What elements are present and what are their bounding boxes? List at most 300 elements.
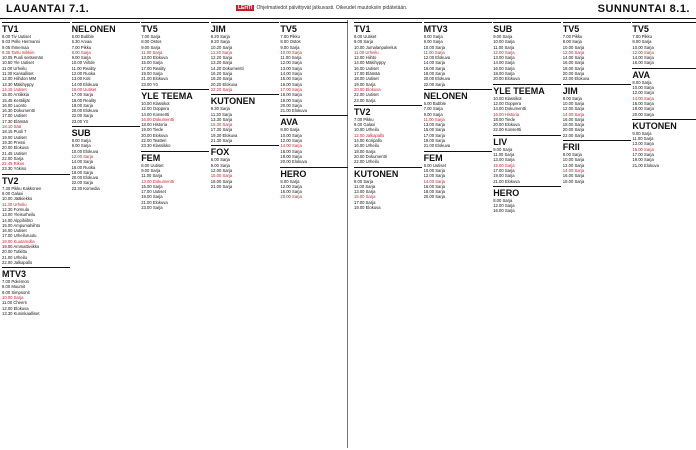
listing-column [493, 20, 561, 448]
program-line: 15.00 Antiikkia [2, 92, 30, 98]
program-line: 13.00 Sarja [354, 189, 376, 195]
program-line: 19.00 Elokuva [354, 205, 381, 211]
channel-heading: MTV3 [2, 267, 70, 279]
listing-column [354, 20, 422, 448]
program-line: 10.20 Sarja [210, 44, 233, 50]
channel-heading: LIV [493, 135, 561, 147]
program-line: 21.00 Elokuva [632, 162, 659, 168]
program-line: 12.00 Sarja [71, 153, 94, 159]
program-line: 9.20 Sarja [210, 39, 230, 45]
program-line: 19.00 Sarja [423, 138, 446, 144]
program-line: 23.00 Yö [141, 81, 158, 87]
program-line: 16.00 Sarja [562, 173, 585, 179]
program-line: 19.00 Uutiset [2, 134, 27, 140]
program-line: 21.00 Elokuva [493, 178, 520, 184]
program-line: 13.30 Mäkihyppy [2, 81, 34, 87]
program-line: 8.03 Pelle Hermanni [2, 39, 40, 45]
program-line: 13.00 Sarja [423, 122, 446, 128]
program-line: 14.00 Sarja [632, 95, 654, 101]
program-line: 18.00 Kuutamolla [2, 238, 35, 244]
program-line: 15.00 Sarja [210, 173, 233, 179]
promo-badge: LEHTI [238, 5, 253, 11]
program-line: 8.00 Ostos [280, 39, 301, 45]
program-line: 22.20 Sarja [210, 86, 233, 92]
program-line: 9.00 Sarja [493, 146, 513, 152]
program-line: 8.00 Uutiset [141, 162, 164, 168]
program-line: 14.00 Sarja [562, 111, 585, 117]
program-line: 20.00 Elokuva [280, 159, 307, 165]
program-line: 17.00 Urheiluruutu [2, 233, 37, 239]
program-line: 17.00 Uutiset [141, 189, 166, 195]
program-line: 9.00 Sarja [354, 39, 374, 45]
program-line: 20.00 Elokuva [2, 145, 29, 151]
program-line: 20.00 Elokuva [141, 132, 168, 138]
program-line: 17.00 Sarja [423, 132, 446, 138]
program-line: 8.00 Sarja [562, 39, 582, 45]
program-line: 20.00 Elokuva [493, 76, 520, 82]
program-line: 6.00 Sarja [210, 157, 230, 163]
program-line: 16.00 Sarja [493, 208, 515, 214]
program-line: 12.00 Sarja [280, 138, 302, 144]
program-line: 20.00 Elokuva [354, 86, 381, 92]
program-line: 15.00 Sarja [354, 194, 376, 200]
program-line: 14.00 Alppihiihto [2, 217, 33, 223]
program-line: 12.00 Hiihdon MM [2, 76, 36, 82]
program-line: 9.00 Sarja [632, 130, 652, 136]
program-line: 18.00 Sarja [423, 189, 446, 195]
listing-column [2, 20, 70, 448]
program-line: 17.00 Sarja [354, 199, 376, 205]
program-line: 14.00 Mäkihyppy [354, 60, 386, 66]
program-line: 15.00 Ampumahiihto [2, 222, 41, 228]
program-line: 12.00 Sarja [562, 106, 585, 112]
program-line: 22.00 Teatteri [141, 138, 167, 144]
program-line: 18.00 Sarja [632, 106, 654, 112]
program-line: 9.00 Sarja [141, 167, 161, 173]
program-line: 14.00 Sarja [280, 71, 302, 77]
channel-heading: MTV3 [424, 22, 492, 34]
program-line: 21.00 Elokuva [423, 143, 451, 149]
listing-column [141, 20, 209, 448]
channel-heading: TV5 [280, 22, 348, 34]
program-line: 23.00 Sarja [141, 205, 163, 211]
program-line: 18.00 Sarja [423, 71, 446, 77]
program-line: 21.00 Urheilu [2, 254, 27, 260]
program-line: 20.20 Elokuva [210, 81, 238, 87]
program-line: 12.00 Ooppera [493, 100, 522, 106]
program-line: 22.00 Jalkapallo [2, 259, 33, 265]
program-line: 19.00 Sarja [354, 81, 376, 87]
program-line: 19.00 Sarja [632, 157, 654, 163]
program-line: 20.00 Dokumentti [354, 153, 387, 159]
program-line: 10.00 Jääkiekko [2, 196, 33, 202]
program-line: 22.00 Elokuva [562, 76, 590, 82]
program-line: 20.00 Elokuva [423, 76, 451, 82]
program-line: 15.00 Sarja [141, 60, 163, 66]
program-line: 10.05 Puoli seitsemän [2, 55, 44, 61]
program-line: 12.00 Sarja [493, 203, 515, 209]
program-line: 13.00 Yleisurheilu [2, 212, 36, 218]
channel-heading: KUTONEN [632, 119, 696, 131]
program-line: 16.00 Uutiset [2, 228, 27, 234]
program-line: 19.00 Tiede [141, 127, 164, 133]
listing-column [72, 20, 140, 448]
program-line: 14.00 Koripallo [354, 138, 382, 144]
program-line: 9.30 Sarja [210, 106, 230, 112]
program-line: 10.00 Sarja [562, 157, 585, 163]
program-line: 7.00 Pikku [71, 44, 92, 50]
program-line: 11.00 Sarja [354, 183, 376, 189]
program-line: 13.00 Sarja [632, 141, 654, 147]
program-line: 9.00 Sarja [423, 111, 443, 117]
program-line: 23.00 Sarja [354, 97, 376, 103]
program-line: 16.00 Sarja [423, 183, 446, 189]
program-line: 18.20 Sarja [210, 76, 233, 82]
program-line: 22.00 Sarja [2, 155, 24, 161]
program-line: 13.30 Sarja [210, 116, 233, 122]
program-line: 23.30 Komedia [71, 185, 100, 191]
program-line: 13.00 Sarja [493, 55, 515, 61]
program-line: 11.30 Urheilu [2, 201, 27, 207]
program-line: 22.45 Rikos [2, 161, 25, 167]
program-line: 11.00 Sarja [280, 55, 302, 61]
program-line: 20.00 Elokuva [493, 122, 520, 128]
program-line: 7.00 Pokémon [2, 279, 30, 285]
program-line: 14.00 Sarja [562, 55, 585, 61]
program-line: 10.00 Jumalanpalvelus [354, 44, 397, 50]
program-line: 6.30 Arvaa [71, 39, 92, 45]
channel-heading: JIM [563, 84, 631, 96]
program-line: 8.00 Sarja [71, 138, 91, 144]
program-line: 12.00 Ooppera [141, 106, 170, 112]
program-line: 17.00 Reality [141, 65, 166, 71]
channel-heading: AVA [632, 68, 696, 80]
program-line: 9.05 Ihmemaa [2, 44, 29, 50]
program-line: 22.00 Konsertti [493, 127, 522, 133]
program-line: 23.30 Yökino [2, 166, 27, 172]
program-line: 16.00 Uutiset [354, 65, 379, 71]
program-line: 19.00 Sarja [493, 173, 515, 179]
program-line: 18.00 Sarja [280, 153, 302, 159]
program-line: 16.00 Sarja [493, 65, 515, 71]
program-line: 9.00 Sarja [354, 178, 374, 184]
program-line: 12.00 Jalkapallo [354, 132, 385, 138]
program-line: 16.00 Uutiset [71, 86, 97, 92]
program-line: 19.00 Sarja [141, 194, 163, 200]
program-line: 10.00 Sarja [280, 49, 302, 55]
promo-text: Ohjelmatiedot päivittyvät jatkuvasti. Oikeudet muutoksiin pidätetään. [256, 5, 408, 11]
program-line: 21.00 Elokuva [280, 108, 307, 114]
program-line: 9.00 Sarja [280, 44, 300, 50]
program-line: 16.00 Sarja [562, 116, 585, 122]
program-line: 18.15 Puoli 7 [2, 129, 27, 135]
program-line: 16.00 Luonto [2, 102, 27, 108]
program-line: 18.00 Uutiset [354, 76, 379, 82]
program-line: 16.00 Sarja [562, 60, 585, 66]
program-line: 7.00 Sarja [423, 106, 443, 112]
program-line: 16.30 Dokumentti [2, 108, 35, 114]
program-line: 8.00 Sarja [632, 79, 652, 85]
program-line: 16.20 Sarja [210, 71, 233, 77]
program-line: 20.00 Sarja [280, 102, 302, 108]
program-line: 18.00 Tiede [493, 116, 516, 122]
program-line: 14.00 Sarja [632, 55, 654, 61]
program-line: 22.00 Sarja [562, 132, 585, 138]
program-line: 8.00 Sarja [493, 197, 513, 203]
channel-heading: AVA [280, 115, 348, 127]
channel-heading: SUB [493, 22, 561, 34]
program-line: 11.20 Sarja [210, 49, 232, 55]
channel-heading: YLE TEEMA [493, 84, 561, 96]
program-line: 18.00 Sarja [210, 178, 233, 184]
program-line: 13.00 Sarja [280, 65, 302, 71]
program-line: 16.00 Urheilu [354, 143, 379, 149]
program-line: 11.00 Sarja [423, 49, 445, 55]
program-line: 18.00 Sarja [562, 65, 585, 71]
program-line: 7.00 Pikku [632, 34, 652, 39]
program-line: 18.10 Sää [2, 124, 22, 130]
program-line: 17.00 Sarja [71, 92, 94, 98]
program-line: 10.00 Sarja [562, 100, 585, 106]
program-line: 13.20 Sarja [210, 60, 233, 66]
program-line: 11.00 Sarja [632, 136, 654, 142]
channel-heading: NELONEN [72, 22, 140, 34]
channel-heading: KUTONEN [354, 167, 422, 179]
listing-column [632, 20, 696, 448]
channel-heading: TV5 [632, 22, 696, 34]
listing-column [211, 20, 279, 448]
program-line: 20.00 Sarja [562, 127, 585, 133]
program-line: 20.00 Sarja [280, 194, 302, 200]
program-line: 16.00 Sarja [280, 148, 302, 154]
program-line: 13.00 Elokuva [141, 55, 168, 61]
program-line: 8.00 Sarja [71, 49, 91, 55]
program-line: 6.00 Bubble [71, 34, 94, 39]
program-line: 9.00 Sarja [210, 162, 230, 168]
program-line: 11.00 Sarja [493, 44, 515, 50]
program-line: 22.00 Sarja [71, 180, 94, 186]
channel-heading: FEM [424, 151, 492, 163]
program-line: 18.00 Sarja [493, 71, 515, 77]
program-line: 16.00 Sarja [632, 100, 654, 106]
saturday-date: LAUANTAI 7.1. [6, 3, 90, 15]
program-line: 12.00 Elokuva [2, 305, 29, 311]
program-line: 8.00 Sarja [280, 178, 300, 184]
program-line: 11.30 Kansalliset [2, 71, 34, 77]
channel-heading: KUTONEN [211, 94, 279, 106]
program-line: 16.00 Historia [493, 111, 520, 117]
program-line: 19.00 Sarja [71, 102, 94, 108]
program-line: 11.00 Sarja [141, 173, 163, 179]
program-line: 10.00 Sarja [562, 44, 585, 50]
program-line: 12.00 Hiihto [354, 55, 377, 61]
program-line: 14.15 Uutiset [2, 86, 27, 92]
program-line: 8.00 Sarja [423, 34, 443, 39]
program-line: 12.30 Formula [2, 206, 29, 212]
channel-heading: HERO [493, 186, 561, 198]
program-line: 20.00 Tutkittu [2, 249, 28, 255]
program-line: 6.00 Bubble [423, 100, 446, 106]
program-line: 12.00 Sarja [562, 49, 585, 55]
channel-heading: FEM [141, 151, 209, 163]
program-line: 10.00 Sarja [423, 167, 446, 173]
program-line: 7.00 Pikku [354, 116, 374, 122]
program-line: 21.00 Sarja [210, 183, 233, 189]
program-line: 14.00 Dokumentti [493, 106, 527, 112]
program-line: 9.00 Galaxi [2, 191, 24, 197]
program-line: 7.00 Sarja [141, 34, 161, 39]
program-line: 10.00 Sarja [632, 44, 654, 50]
program-line: 10.00 Sarja [632, 85, 654, 91]
program-line: 13.00 Sarja [493, 157, 515, 163]
channel-heading: TV1 [2, 22, 70, 34]
program-line: 11.00 Sarja [493, 152, 515, 158]
program-line: 11.00 Sarja [423, 116, 445, 122]
program-line: 8.00 Sarja [562, 95, 582, 101]
program-line: 13.00 Koti [71, 76, 91, 82]
program-line: 14.20 Dokumentti [210, 65, 244, 71]
program-line: 10.00 Sarja [2, 295, 24, 301]
program-line: 14.00 Konsertti [141, 111, 170, 117]
program-line: 22.00 Sarja [423, 81, 446, 87]
program-line: 8.00 Ostos [141, 39, 162, 45]
channel-heading: TV2 [2, 174, 70, 186]
program-line: 18.00 Sarja [354, 148, 376, 154]
program-line: 17.00 Sarja [632, 152, 654, 158]
program-line: 9.00 Sarja [141, 44, 161, 50]
program-line: 19.30 Pressi [2, 139, 26, 145]
program-line: 19.00 Ammattiviikko [2, 243, 40, 249]
program-line: 10.00 Klassikot [141, 100, 170, 106]
channel-heading: TV5 [563, 22, 631, 34]
program-line: 22.00 Uutiset [354, 92, 379, 98]
program-line: 12.00 Ruoka [71, 71, 96, 77]
program-line: 17.00 Elämää [354, 71, 380, 77]
channel-heading: HERO [280, 167, 348, 179]
program-line: 18.00 Reality [71, 97, 97, 103]
program-line: 19.00 Sarja [141, 71, 163, 77]
program-line: 10.50 Yle Uutiset [2, 60, 34, 66]
program-line: 16.00 Ruoka [71, 164, 96, 170]
program-line: 8.00 Sarja [632, 39, 652, 45]
program-line: 17.00 Sarja [280, 86, 302, 92]
program-line: 15.00 Sarja [632, 146, 654, 152]
program-line: 20.00 Elokuva [71, 108, 99, 114]
program-line: 22.00 Urheilu [354, 159, 379, 165]
program-line: 21.00 Elokuva [141, 199, 168, 205]
program-line: 16.00 Sarja [280, 189, 302, 195]
program-line: 12.00 Sarja [632, 49, 654, 55]
program-line: 8.00 Uutiset [423, 162, 446, 168]
channel-heading: SUB [72, 126, 140, 138]
program-line: 15.30 Sarja [210, 122, 233, 128]
header-bar [0, 0, 696, 19]
channel-heading: YLE TEEMA [141, 89, 209, 101]
program-line: 19.00 Sarja [280, 97, 302, 103]
program-line: 23.00 Yö [71, 118, 89, 124]
channel-heading: NELONEN [424, 89, 492, 101]
channel-heading: JIM [211, 22, 279, 34]
program-line: 20.00 Elokuva [71, 175, 99, 181]
program-line: 17.30 Elämää [2, 118, 28, 124]
program-line: 7.00 Pikku [280, 34, 300, 39]
sunday-date: SUNNUNTAI 8.1. [597, 3, 690, 15]
program-line: 14.00 Sarja [280, 143, 302, 149]
program-line: 18.00 Sarja [562, 178, 585, 184]
program-line: 12.00 Sarja [493, 49, 515, 55]
program-line: 12.00 Sarja [280, 60, 302, 66]
program-line: 11.30 Sarja [210, 111, 232, 117]
program-line: 12.00 Sarja [423, 173, 446, 179]
program-line: 11.00 Sarja [141, 49, 163, 55]
program-line: 13.30 Kuninkaalliset [2, 310, 40, 316]
program-line: 9.35 Tartu mikkiin [2, 49, 35, 55]
promo-line [236, 5, 407, 11]
program-line: 21.45 Uutiset [2, 150, 27, 156]
program-line: 9.00 Sarja [71, 55, 91, 61]
program-line: 23.30 Klassikko [141, 143, 171, 149]
program-line: 21.30 Sarja [210, 138, 233, 144]
program-line: 11.00 Cheers [2, 300, 27, 306]
channel-heading: TV5 [141, 22, 209, 34]
program-line: 8.20 Sarja [210, 34, 230, 39]
program-line: 15.00 Sarja [493, 162, 515, 168]
program-line: 20.00 Sarja [562, 71, 585, 77]
program-line: 18.00 Sarja [280, 92, 302, 98]
program-line: 8.00 Sarja [562, 152, 582, 158]
channel-heading: FOX [211, 145, 279, 157]
program-line: 11.00 Urheilu [2, 65, 27, 71]
program-line: 8.00 Uutiset [354, 34, 377, 39]
program-line: 12.00 Sarja [632, 90, 654, 96]
program-line: 14.00 Elokuva [71, 81, 99, 87]
program-line: 18.00 Sarja [562, 122, 585, 128]
listing-column [424, 20, 492, 448]
program-line: 15.00 Sarja [141, 183, 163, 189]
program-line: 10.00 Sarja [423, 44, 446, 50]
program-line: 14.00 Sarja [423, 60, 446, 66]
program-line: 10.00 Elokuva [71, 148, 99, 154]
channel-heading: TV2 [354, 105, 422, 117]
program-line: 18.00 Historia [141, 122, 168, 128]
program-line: 14.00 Sarja [493, 60, 515, 66]
program-line: 12.00 Sarja [280, 183, 302, 189]
program-line: 13.00 Dokumentti [141, 178, 175, 184]
program-line: 12.00 Elokuva [423, 55, 451, 61]
program-line: 8.00 Muumit [2, 284, 26, 290]
program-line: 14.00 Sarja [562, 167, 585, 173]
program-line: 14.00 Sarja [71, 159, 94, 165]
program-line: 10.00 Sarja [280, 132, 302, 138]
listing-column [280, 20, 348, 448]
program-line: 17.30 Sarja [210, 127, 233, 133]
program-line: 18.00 Sarja [71, 169, 94, 175]
program-line: 16.00 Dokumentti [141, 116, 175, 122]
program-line: 20.00 Sarja [632, 111, 654, 117]
program-line: 9.00 Simpsonit [2, 289, 30, 295]
program-line: 12.00 Sarja [562, 162, 585, 168]
program-line: 16.00 Sarja [632, 60, 654, 66]
program-line: 15.00 Sarja [423, 127, 446, 133]
program-line: 8.00 Sarja [280, 127, 300, 133]
program-line: 16.00 Sarja [423, 65, 446, 71]
program-line: 15.45 Keräilijät [2, 97, 30, 103]
program-line: 19.30 Elokuva [210, 132, 238, 138]
program-line: 21.00 Elokuva [141, 76, 168, 82]
program-line: 9.00 Sarja [493, 34, 513, 39]
program-line: 9.00 Sarja [71, 143, 91, 149]
program-line: 10.00 Sarja [493, 39, 515, 45]
